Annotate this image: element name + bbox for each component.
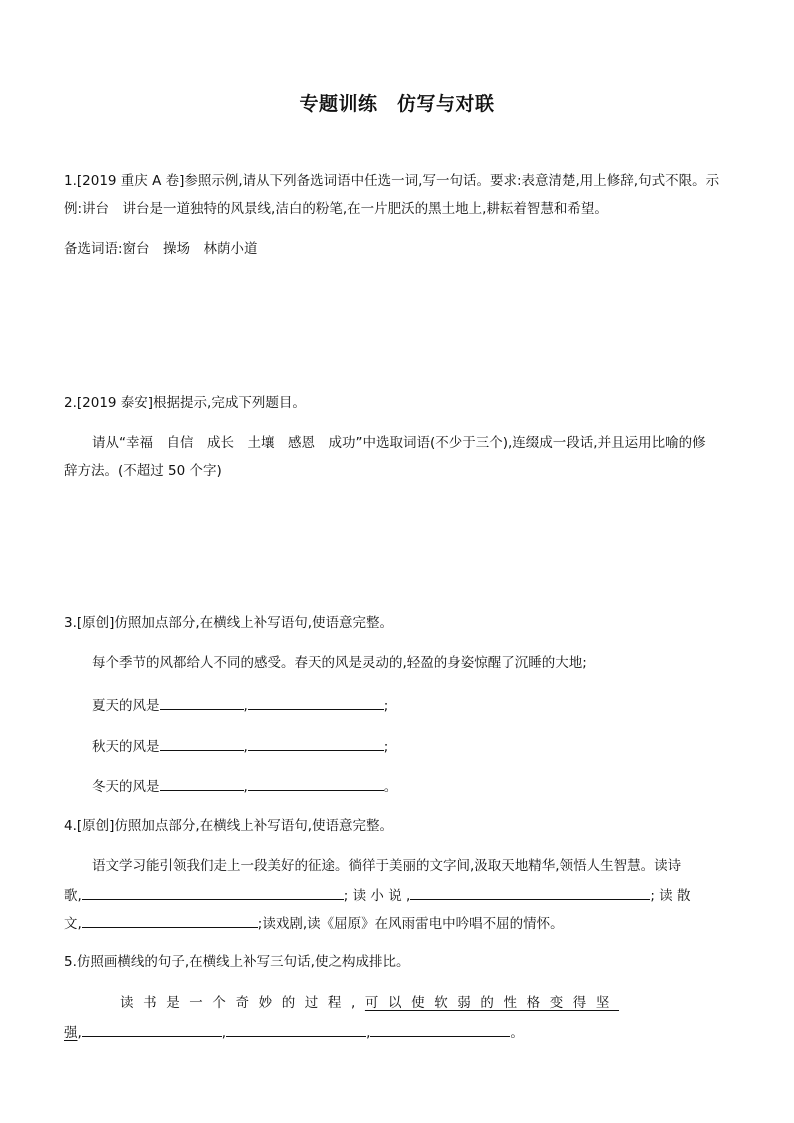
q5-blank-2[interactable]	[226, 1022, 366, 1037]
q5-underlined-end: 强	[64, 1025, 78, 1041]
q3-summer-label: 夏天的风是	[92, 698, 160, 714]
q4-prose-label-2: 文,	[64, 916, 82, 932]
q2-line2: 辞方法。(不超过 50 个字)	[64, 463, 222, 479]
q4-prose-label: ; 读 散	[650, 888, 691, 904]
q4-header: 4.[原创]仿照加点部分,在横线上补写语句,使语意完整。	[64, 818, 393, 834]
q3-autumn-blank-2[interactable]	[248, 736, 384, 751]
q5-line1-text: 读书是一个奇妙的过程,	[120, 995, 365, 1011]
q5-comma: ,	[366, 1025, 371, 1041]
q5-blank-1[interactable]	[82, 1022, 222, 1037]
q3-summer-blank-2[interactable]	[248, 695, 384, 710]
q3-summer-row	[92, 695, 388, 715]
q3-autumn-row	[92, 736, 388, 756]
q3-comma: ,	[243, 698, 248, 714]
q3-semicolon: ;	[383, 739, 389, 755]
q3-winter-blank-2[interactable]	[248, 776, 384, 791]
q4-drama-text: ;读戏剧,读《屈原》在风雨雷电中吟唱不屈的情怀。	[257, 916, 564, 932]
q3-period: 。	[383, 779, 398, 795]
q1-line2: 例:讲台 讲台是一道独特的风景线,洁白的粉笔,在一片肥沃的黑土地上,耕耘着智慧和希望。	[64, 201, 608, 217]
q5-period: 。	[510, 1025, 524, 1041]
q4-novel-blank[interactable]	[410, 885, 650, 900]
q5-header: 5.仿照画横线的句子,在横线上补写三句话,使之构成排比。	[64, 954, 410, 970]
q3-intro: 每个季节的风都给人不同的感受。春天的风是灵动的,轻盈的身姿惊醒了沉睡的大地;	[92, 655, 587, 671]
q4-line1: 语文学习能引领我们走上一段美好的征途。徜徉于美丽的文字间,汲取天地精华,领悟人生智慧。读诗	[92, 858, 682, 874]
q3-autumn-label: 秋天的风是	[92, 739, 160, 755]
q3-semicolon: ;	[383, 698, 389, 714]
q5-line1	[120, 994, 619, 1012]
q5-comma: ,	[221, 1025, 227, 1041]
q5-blank-3[interactable]	[370, 1022, 510, 1037]
q4-line2	[64, 885, 690, 905]
page-title: 专题训练 仿写与对联	[299, 93, 495, 115]
q5-comma: ,	[77, 1025, 82, 1041]
q3-winter-blank-1[interactable]	[160, 776, 244, 791]
q4-poetry-blank[interactable]	[82, 885, 344, 900]
q3-summer-blank-1[interactable]	[160, 695, 244, 710]
q3-comma: ,	[243, 779, 248, 795]
q1-line1: 1.[2019 重庆 A 卷]参照示例,请从下列备选词语中任选一词,写一句话。要求:表意清楚,用上修辞,句式不限。示	[64, 173, 720, 189]
q3-comma: ,	[243, 739, 248, 755]
q2-line1: 请从“幸福 自信 成长 土壤 感恩 成功”中选取词语(不少于三个),连缀成一段话,并且运用比喻的修	[92, 435, 706, 451]
q4-novel-label: ; 读 小 说 ,	[343, 888, 411, 904]
q1-options: 备选词语:窗台 操场 林荫小道	[64, 241, 258, 257]
q3-winter-label: 冬天的风是	[92, 779, 160, 795]
q3-autumn-blank-1[interactable]	[160, 736, 244, 751]
q4-line3	[64, 913, 564, 933]
q4-prose-blank[interactable]	[82, 913, 258, 928]
q5-underlined-sentence: 可以使软弱的性格变得坚	[364, 995, 620, 1011]
q2-header: 2.[2019 泰安]根据提示,完成下列题目。	[64, 395, 306, 411]
q4-poetry-label: 歌,	[64, 888, 82, 904]
q3-header: 3.[原创]仿照加点部分,在横线上补写语句,使语意完整。	[64, 615, 393, 631]
q5-line2	[64, 1022, 524, 1042]
q3-winter-row	[92, 776, 397, 796]
